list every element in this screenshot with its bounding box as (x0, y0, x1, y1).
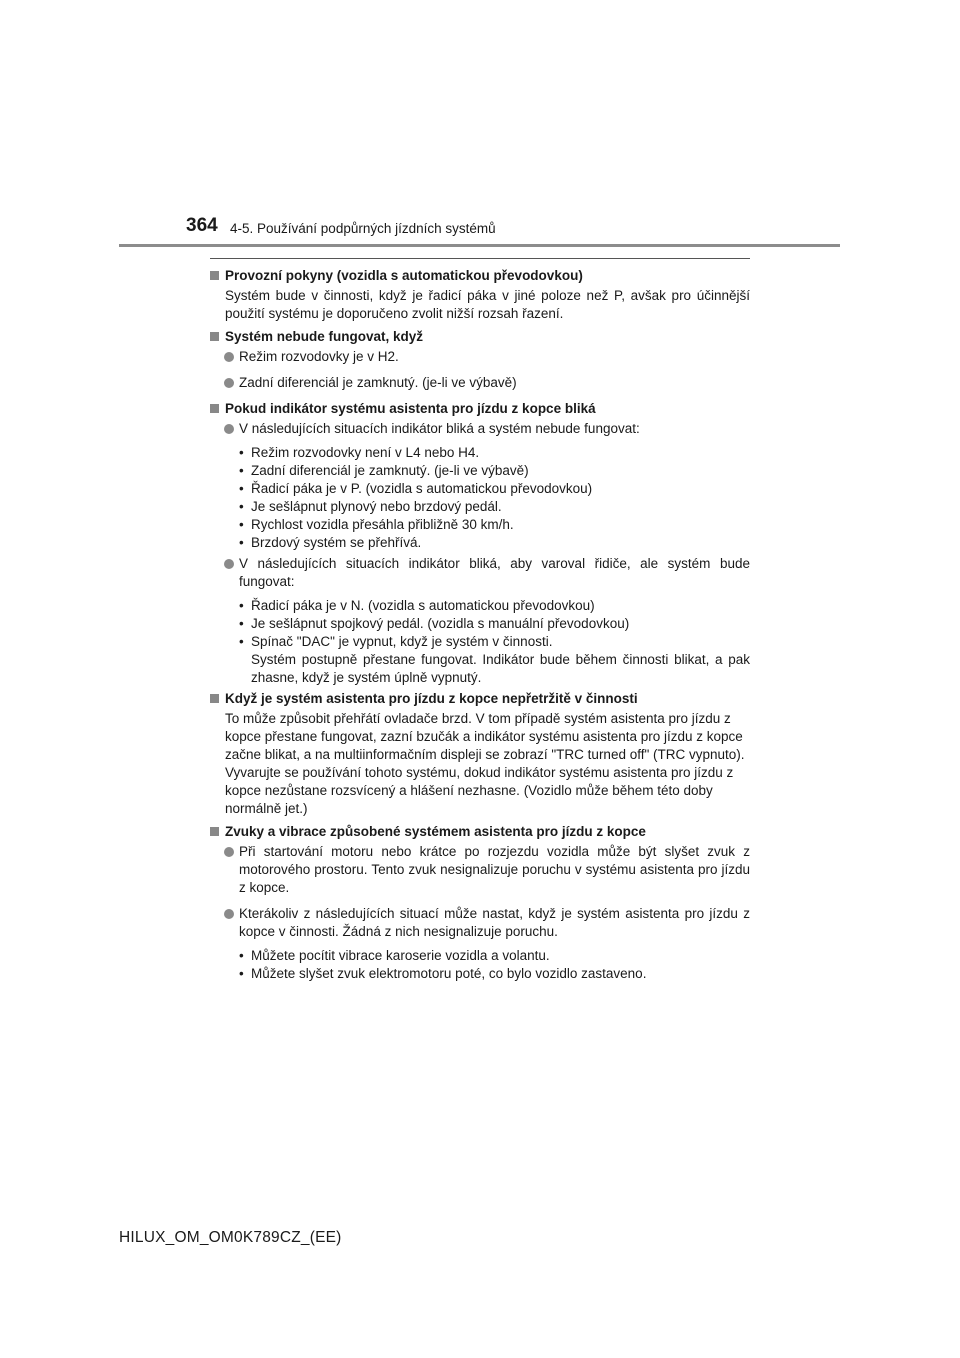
list-item (209, 843, 750, 897)
item-text: V následujících situacích indikátor bliká a systém nebude fungovat: (239, 421, 640, 436)
sub-item (239, 965, 750, 983)
sub-list (209, 444, 750, 552)
sub-item (239, 947, 750, 965)
dot-bullet-icon: • (239, 463, 244, 478)
circle-bullet-icon (224, 424, 234, 434)
section-heading (209, 267, 750, 285)
section-heading (209, 823, 750, 841)
dot-bullet-icon: • (239, 598, 244, 613)
sub-list (209, 597, 750, 687)
list-item (209, 348, 750, 366)
circle-bullet-icon (224, 847, 234, 857)
sub-item (239, 498, 750, 516)
sub-item (239, 597, 750, 615)
square-bullet-icon (210, 694, 219, 703)
content-rule (210, 258, 750, 259)
sub-item-text: Brzdový systém se přehřívá. (251, 535, 422, 550)
header-rule (119, 244, 840, 247)
item-text: Kterákoliv z následujících situací může nastat, když je systém asistenta pro jízdu z kopce v činnosti. Žádná z nich nesignalizuje poruchu. (239, 906, 750, 939)
section-sounds-vibrations (209, 823, 750, 983)
sub-item-text: Řadicí páka je v P. (vozidla s automatickou převodovkou) (251, 481, 593, 496)
page-content (209, 267, 750, 986)
item-text: Režim rozvodovky je v H2. (239, 349, 399, 364)
section-heading (209, 328, 750, 346)
sub-item (239, 480, 750, 498)
square-bullet-icon (210, 827, 219, 836)
item-text: V následujících situacích indikátor bliká, aby varoval řidiče, ale systém bude fungovat: (239, 556, 750, 589)
sub-item-text: Spínač "DAC" je vypnut, když je systém v činnosti. Systém postupně přestane fungovat. Indikátor bude během činnosti blikat, a pak zhasne, když je systém úplně vypnutý. (251, 634, 750, 685)
chapter-title: 4-5. Používání podpůrných jízdních systémů (230, 221, 496, 236)
sub-item-text: Můžete pocítit vibrace karoserie vozidla a volantu. (251, 948, 550, 963)
dot-bullet-icon: • (239, 634, 244, 649)
heading-text: Když je systém asistenta pro jízdu z kopce nepřetržitě v činnosti (225, 691, 638, 706)
sub-item-text: Je sešlápnut plynový nebo brzdový pedál. (251, 499, 502, 514)
section-indicator-blinks (209, 400, 750, 687)
sub-item (239, 444, 750, 462)
section-heading (209, 690, 750, 708)
list-item (209, 905, 750, 941)
item-text: Při startování motoru nebo krátce po rozjezdu vozidla může být slyšet zvuk z motorového prostoru. Tento zvuk nesignalizuje poruchu v systému asistenta pro jízdu z kopce. (239, 844, 750, 895)
heading-text: Zvuky a vibrace způsobené systémem asistenta pro jízdu z kopce (225, 824, 646, 839)
section-paragraph: To může způsobit přehřátí ovladače brzd. V tom případě systém asistenta pro jízdu z kopce přestane fungovat, zazní bzučák a indikátor systému asistenta pro jízdu z kopce začne blikat, a na multiinformačním displeji se zobrazí "TRC turned off" (TRC vypnuto). Vyvarujte se používání tohoto systému, dokud indikátor systému asistenta pro jízdu z kopce nezůstane rozsvícený a hlášení nezhasne. (Vozidlo může během této doby normálně jet.) (225, 711, 745, 816)
sub-item-text: Režim rozvodovky není v L4 nebo H4. (251, 445, 480, 460)
square-bullet-icon (210, 332, 219, 341)
section-operating-notes (209, 267, 750, 323)
section-heading (209, 400, 750, 418)
circle-bullet-icon (224, 909, 234, 919)
list-item (209, 555, 750, 591)
page-number: 364 (186, 215, 218, 236)
circle-bullet-icon (224, 352, 234, 362)
sub-item (239, 633, 750, 687)
sub-item-text: Je sešlápnut spojkový pedál. (vozidla s manuální převodovkou) (251, 616, 630, 631)
sub-item-text: Můžete slyšet zvuk elektromotoru poté, co bylo vozidlo zastaveno. (251, 966, 647, 981)
item-text: Zadní diferenciál je zamknutý. (je-li ve výbavě) (239, 375, 517, 390)
dot-bullet-icon: • (239, 517, 244, 532)
section-not-functioning (209, 328, 750, 392)
dot-bullet-icon: • (239, 481, 244, 496)
dot-bullet-icon: • (239, 948, 244, 963)
dot-bullet-icon: • (239, 499, 244, 514)
sub-item-text: Zadní diferenciál je zamknutý. (je-li ve výbavě) (251, 463, 529, 478)
sub-item (239, 516, 750, 534)
sub-list (209, 947, 750, 983)
heading-text: Pokud indikátor systému asistenta pro jízdu z kopce bliká (225, 401, 596, 416)
document-code: HILUX_OM_OM0K789CZ_(EE) (119, 1229, 342, 1246)
sub-item (239, 534, 750, 552)
square-bullet-icon (210, 404, 219, 413)
dot-bullet-icon: • (239, 966, 244, 981)
list-item (209, 420, 750, 438)
sub-item (239, 615, 750, 633)
heading-text: Provozní pokyny (vozidla s automatickou převodovkou) (225, 268, 583, 283)
square-bullet-icon (210, 271, 219, 280)
dot-bullet-icon: • (239, 445, 244, 460)
section-continuous-operation (209, 690, 750, 818)
sub-item (239, 462, 750, 480)
list-item (209, 374, 750, 392)
dot-bullet-icon: • (239, 535, 244, 550)
circle-bullet-icon (224, 378, 234, 388)
section-paragraph: Systém bude v činnosti, když je řadicí páka v jiné poloze než P, avšak pro účinnější použití systému je doporučeno zvolit nižší rozsah řazení. (225, 288, 750, 321)
heading-text: Systém nebude fungovat, když (225, 329, 424, 344)
dot-bullet-icon: • (239, 616, 244, 631)
sub-item-text: Řadicí páka je v N. (vozidla s automatickou převodovkou) (251, 598, 595, 613)
sub-item-text: Rychlost vozidla přesáhla přibližně 30 km/h. (251, 517, 514, 532)
circle-bullet-icon (224, 559, 234, 569)
